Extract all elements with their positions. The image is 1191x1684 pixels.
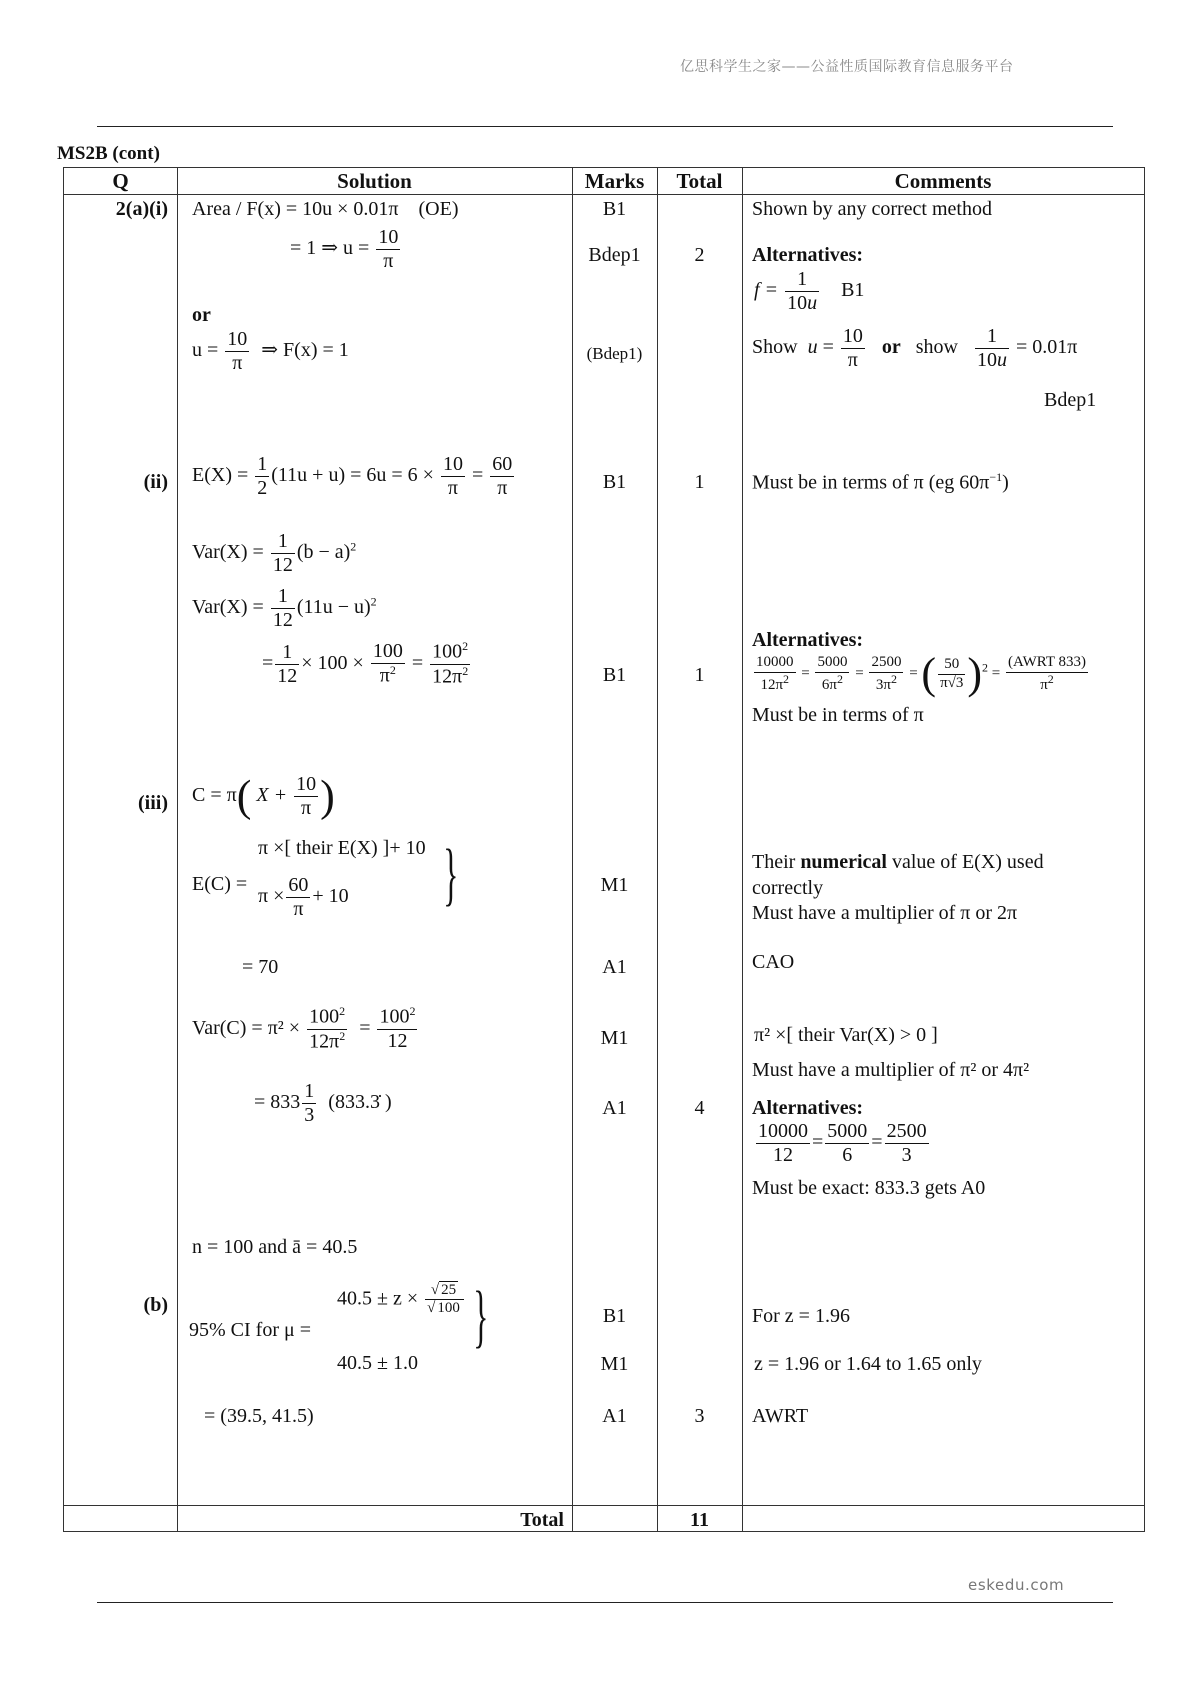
comment: Shown by any correct method bbox=[752, 198, 992, 220]
comment: Must be exact: 833.3 gets A0 bbox=[752, 1177, 986, 1199]
comment-var-alt: $\frac{10000}{12\pi^2}$ = $\frac{5000}{6\pi^2}$ = $\frac{2500}{3\pi^2}$ = ( $\frac{50}{\pi√3}$ )$^2$ = $\frac{\text{(AWRT 833)}}{\pi^2}$ bbox=[756, 649, 1087, 698]
comment: π² ×[ their Var(X) > 0 ] bbox=[754, 1024, 938, 1046]
total-row-line bbox=[64, 1505, 1144, 1506]
comment-alternatives: Alternatives: bbox=[752, 629, 864, 651]
comment: z = 1.96 or 1.64 to 1.65 only bbox=[754, 1353, 982, 1375]
total: 4 bbox=[694, 1097, 705, 1119]
comment-bdep1: Bdep1 bbox=[1044, 389, 1097, 411]
solution-varc-result: = 833 $\frac{1}{3}$ (833.3̇ ) bbox=[254, 1080, 392, 1126]
solution-area: Area / F(x) = 10u × 0.01π (OE) bbox=[192, 198, 459, 220]
solution-ci-result: = (39.5, 41.5) bbox=[204, 1405, 314, 1427]
section-title: MS2B (cont) bbox=[57, 143, 160, 164]
mark: (Bdep1) bbox=[586, 344, 643, 363]
footer-site: eskedu.com bbox=[968, 1576, 1065, 1594]
comment-alternatives: Alternatives: bbox=[752, 244, 864, 266]
col-divider bbox=[657, 168, 658, 1531]
q-label: (b) bbox=[143, 1294, 168, 1316]
comment: For z = 1.96 bbox=[752, 1305, 850, 1327]
solution-u-value: = 1 ⇒ u = $\frac{10}{\pi}$ bbox=[290, 226, 399, 272]
total-label: Total bbox=[520, 1509, 564, 1531]
solution-ec-result: = 70 bbox=[242, 956, 279, 978]
mark: B1 bbox=[602, 664, 627, 686]
mark: A1 bbox=[602, 956, 627, 978]
solution-or: or bbox=[192, 304, 211, 326]
comment: Must be in terms of π bbox=[752, 704, 924, 726]
comment: Must be in terms of π (eg $60\pi^{-1}$) bbox=[752, 470, 1009, 494]
mark: M1 bbox=[600, 874, 629, 896]
solution-alt-u: u = $\frac{10}{\pi}$ ⇒ F(x) = 1 bbox=[192, 328, 349, 374]
bottom-rule bbox=[97, 1602, 1113, 1603]
solution-var-sub: Var(X) = $\frac{1}{12}$ $(11u - u)^2$ bbox=[192, 585, 377, 631]
q-label: (iii) bbox=[138, 792, 168, 814]
col-header-marks: Marks bbox=[584, 169, 645, 193]
comment-varc-alt: $\frac{10000}{12}$ = $\frac{5000}{6}$ = $\frac{2500}{3}$ bbox=[758, 1120, 927, 1166]
solution-varc: Var(C) = π² × $\frac{100^2}{12\pi^2}$ = $\frac{100^2}{12}$ bbox=[192, 1004, 416, 1053]
col-header-solution: Solution bbox=[337, 169, 412, 193]
total: 3 bbox=[694, 1405, 705, 1427]
comment-alternatives: Alternatives: bbox=[752, 1097, 864, 1119]
comment: Must have a multiplier of π or 2π bbox=[752, 902, 1018, 924]
col-divider bbox=[742, 168, 743, 1531]
solution-ci: 95% CI for μ = 40.5 ± z × $\frac{√ 25}{√ 100}$ 40.5 ± 1.0 } bbox=[189, 1278, 489, 1374]
comment: correctly bbox=[752, 877, 824, 899]
mark: Bdep1 bbox=[588, 244, 641, 266]
total: 1 bbox=[694, 664, 705, 686]
total: 1 bbox=[694, 471, 705, 493]
mark: B1 bbox=[602, 1305, 627, 1327]
mark: M1 bbox=[600, 1353, 629, 1375]
q-label: 2(a)(i) bbox=[115, 198, 168, 220]
header-row-line bbox=[64, 194, 1144, 195]
mark: B1 bbox=[602, 471, 627, 493]
comment: Their numerical value of E(X) used bbox=[752, 851, 1044, 873]
mark: B1 bbox=[602, 198, 627, 220]
comment-show: Show u = $\frac{10}{\pi}$ or show $\frac{1}{10u}$ = 0.01π bbox=[752, 325, 1078, 371]
header-watermark: 亿思科学生之家——公益性质国际教育信息服务平台 bbox=[680, 59, 1014, 75]
total: 2 bbox=[694, 244, 705, 266]
grand-total: 11 bbox=[690, 1509, 709, 1531]
top-rule bbox=[97, 126, 1113, 127]
solution-var-result: = $\frac{1}{12}$ × 100 × $\frac{100}{\pi^2}$ = $\frac{100^2}{12\pi^2}$ bbox=[262, 639, 469, 688]
col-header-total: Total bbox=[676, 169, 723, 193]
q-label: (ii) bbox=[143, 471, 168, 493]
mark: M1 bbox=[600, 1027, 629, 1049]
mark: A1 bbox=[602, 1097, 627, 1119]
mark: A1 bbox=[602, 1405, 627, 1427]
comment: CAO bbox=[752, 951, 795, 973]
comment-f: f = $\frac{1}{10u}$ B1 bbox=[754, 268, 865, 314]
comment: Must have a multiplier of π² or 4π² bbox=[752, 1059, 1030, 1081]
solution-given: n = 100 and ā = 40.5 bbox=[192, 1236, 358, 1258]
mark-scheme-table: Q Solution Marks Total Comments 2(a)(i) (ii) (iii) (b) Area / F(x) = 10u × 0.01π (OE) = 1 ⇒ u = $\frac{10}{\pi}$ or u = $\frac{10}{\pi}$ ⇒ F(x) = 1 B1 Bdep1 (Bdep1) 2 Shown by any correct method Alternatives: f = $\frac{1}{10u}$ B1 Show u = $\frac{10}{\pi}$ or show $\frac{1}{10u}$ = 0.01π Bdep1 E(X) = $\frac{1}{2}$ (11u + u) = 6u = 6 × $\frac{10}{\pi}$ = $\frac{60}{\pi}$ B1 1 Must be in terms of π (eg $60\pi^{-1}$) Var(X) = $\frac{1}{12}$ $(b - a)^2$ Var(X) = $\frac{1}{12}$ $(11u - u)^2$ = $\frac{1}{12}$ × 100 × $\frac{100}{\pi^2}$ = $\frac{100^2}{12\pi^2}$ B1 1 Alternatives: $\frac{10000}{12\pi^2}$ = $\frac{5000}{6\pi^2}$ = $\frac{2500}{3\pi^2}$ = ( $\frac{50}{\pi√3}$ )$^2$ = $\frac{\text{(AWRT 833)}}{\pi^2}$ Must be in terms of π C = π( X + $\frac{10}{\pi}$ ) E(C) = π ×[ their E(X) ]+ 10 π × $\frac{60}{\pi}$ + 10 } M1 Their numerical value of E(X) used correctly Must have a multiplier of π or 2π = 70 A1 CAO Var(C) = π² × $\frac{100^2}{12\pi^2}$ = $\frac{100^2}{12}$ M1 π² ×[ their Var(X) > 0 ] Must have a multiplier of π² or 4π² = 833 $\frac{1}{3}$ (833.3̇ ) A1 4 Alternatives: $\frac{10000}{12}$ = $\frac{5000}{6}$ = $\frac{2500}{3}$ Must be exact: 833.3 gets A0 n = 100 and ā = 40.5 95% CI for μ = 40.5 ± z × $\frac{√ 25}{√ 100}$ 40.5 ± 1.0 } B1 M1 For z = 1.96 z = 1.96 or 1.64 to 1.65 only = (39.5, 41.5) A1 3 AWRT Total 11 bbox=[63, 167, 1145, 1532]
solution-var-formula: Var(X) = $\frac{1}{12}$ $(b - a)^2$ bbox=[192, 530, 357, 576]
solution-ex: E(X) = $\frac{1}{2}$ (11u + u) = 6u = 6 × $\frac{10}{\pi}$ = $\frac{60}{\pi}$ bbox=[192, 453, 513, 499]
solution-c: C = π( X + $\frac{10}{\pi}$ ) bbox=[192, 771, 335, 821]
comment: AWRT bbox=[752, 1405, 809, 1427]
col-header-q: Q bbox=[112, 169, 129, 193]
col-header-comments: Comments bbox=[894, 169, 992, 193]
